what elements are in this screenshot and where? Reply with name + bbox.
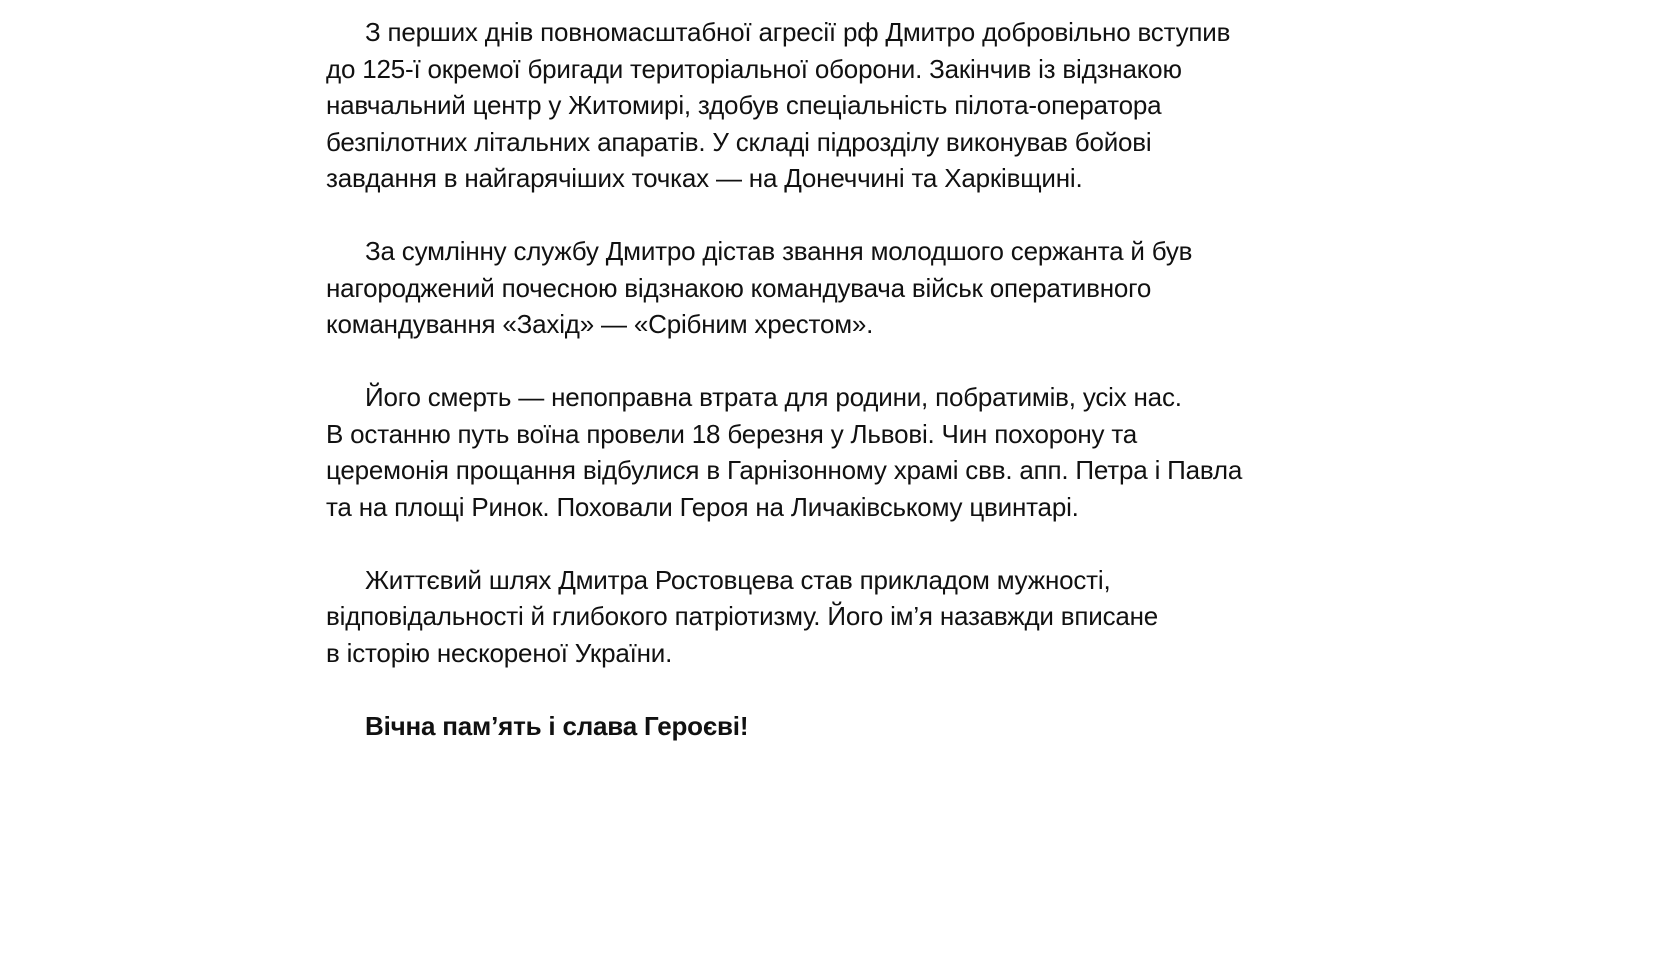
text-line: З перших днів повномасштабної агресії рф Дмитро добровільно вступив: [365, 17, 1231, 47]
text-line: безпілотних літальних апаратів. У складі підрозділу виконував бойові: [326, 126, 1152, 157]
text-line: та на площі Ринок. Поховали Героя на Личаківському цвинтарі.: [326, 491, 1079, 522]
closing-tribute: Вічна пам’ять і слава Героєві!: [365, 710, 749, 741]
article-body: [326, 14, 1386, 744]
paragraph-legacy: [326, 562, 1386, 672]
text-line: церемонія прощання відбулися в Гарнізонному храмі свв. апп. Петра і Павла: [326, 455, 1243, 485]
text-line: В останню путь воїна провели 18 березня у Львові. Чин похорону та: [326, 418, 1137, 449]
paragraph-award: [326, 233, 1386, 343]
text-line: Його смерть — непоправна втрата для родини, побратимів, усіх нас.: [365, 382, 1182, 412]
text-line: навчальний центр у Житомирі, здобув спеціальність пілота-оператора: [326, 90, 1162, 120]
text-line: За сумлінну службу Дмитро дістав звання молодшого сержанта й був: [365, 236, 1193, 266]
text-line: в історію нескореної України.: [326, 637, 673, 668]
text-line: відповідальності й глибокого патріотизму. Його ім’я назавжди вписане: [326, 601, 1159, 631]
text-line: Життєвий шлях Дмитра Ростовцева став прикладом мужності,: [365, 564, 1111, 595]
text-line: командування «Захід» — «Срібним хрестом».: [326, 309, 874, 339]
text-line: до 125-ї окремої бригади територіальної оборони. Закінчив із відзнакою: [326, 53, 1182, 84]
paragraph-service: [326, 14, 1386, 197]
paragraph-funeral: [326, 379, 1386, 525]
text-line: нагороджений почесною відзнакою командувача військ оперативного: [326, 272, 1152, 303]
text-line: завдання в найгарячіших точках — на Донеччині та Харківщині.: [326, 163, 1083, 193]
